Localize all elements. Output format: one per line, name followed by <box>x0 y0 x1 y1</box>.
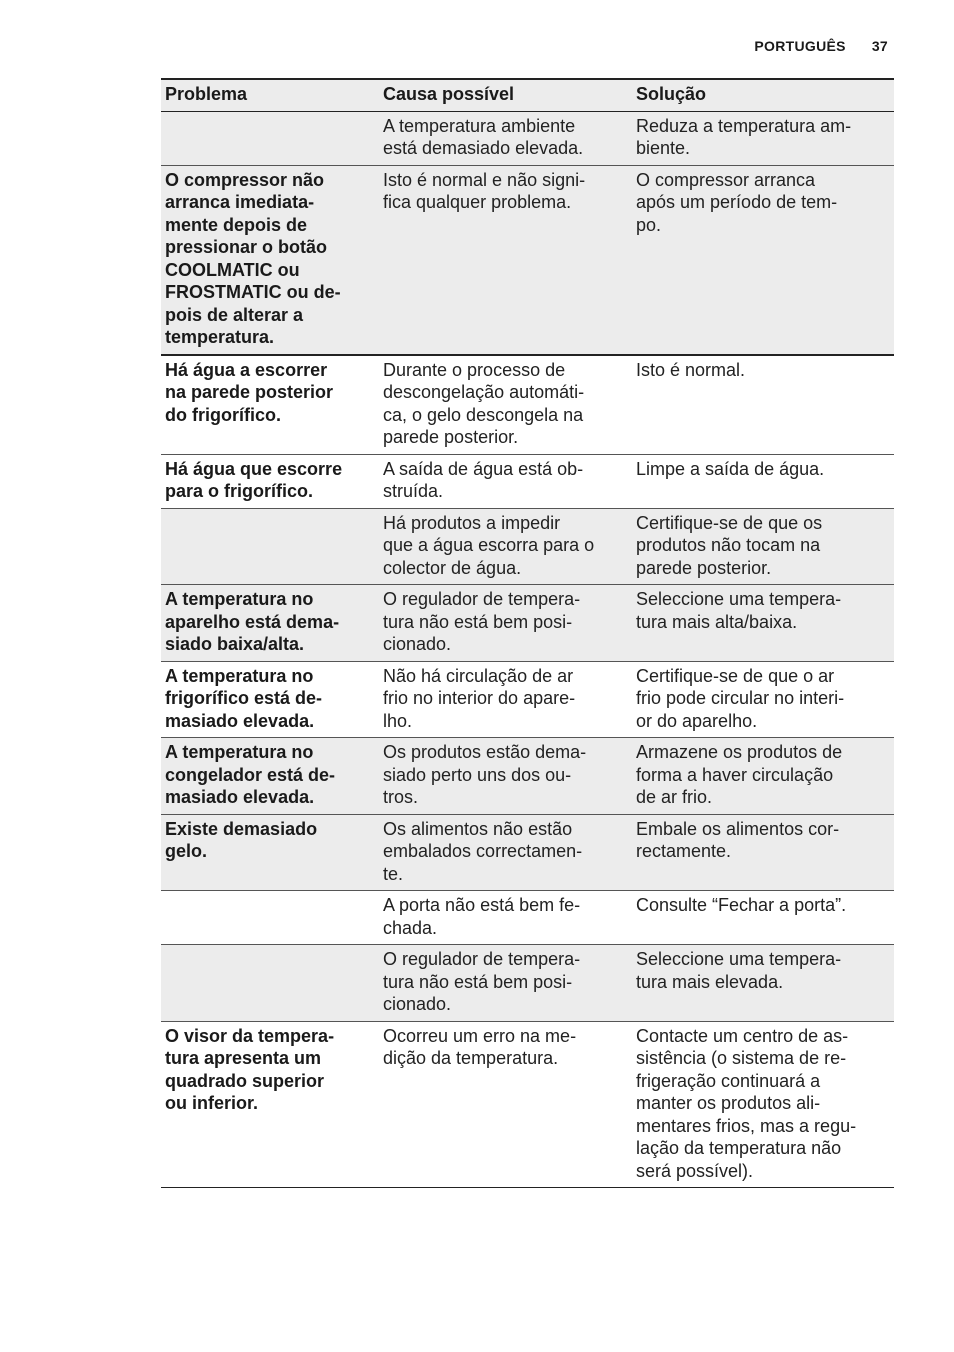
solution-cell <box>632 814 894 891</box>
table-row <box>161 585 894 662</box>
problem-cell <box>161 891 379 945</box>
table-row <box>161 945 894 1022</box>
table-header <box>161 79 894 111</box>
cell-text-line: arranca imediata- <box>165 192 315 212</box>
cell-text-line: parede posterior. <box>636 557 772 578</box>
cell-text-line: siado baixa/alta. <box>165 634 305 654</box>
cell-text-line: fica qualquer problema. <box>383 192 572 212</box>
cell-text-line: COOLMATIC ou <box>165 259 300 280</box>
cause-cell <box>379 891 632 945</box>
cell-text-line: frio pode circular no interi- <box>636 688 845 708</box>
problem-cell <box>161 1021 379 1188</box>
cause-cell <box>379 1021 632 1188</box>
cell-text-line: biente. <box>636 138 691 158</box>
cell-text-line: que a água escorra para o <box>383 535 595 555</box>
cause-cell <box>379 661 632 738</box>
cell-text-line: Há água que escorre <box>165 458 343 479</box>
cause-cell <box>379 355 632 455</box>
cell-text-line: Seleccione uma tempera- <box>636 589 842 609</box>
problem-cell <box>161 738 379 815</box>
cause-cell <box>379 738 632 815</box>
cell-text-line: após um período de tem- <box>636 192 838 212</box>
cause-cell <box>379 165 632 355</box>
problem-cell <box>161 814 379 891</box>
cell-text-line: Limpe a saída de água. <box>636 458 825 479</box>
solution-cell <box>632 661 894 738</box>
cell-text-line: ou inferior. <box>165 1093 259 1113</box>
cell-text-line: tros. <box>383 787 419 807</box>
cell-text-line: Consulte “Fechar a porta”. <box>636 895 847 915</box>
problem-cell <box>161 585 379 662</box>
cell-text-line: manter os produtos ali- <box>636 1093 821 1113</box>
cell-text-line: Os alimentos não estão <box>383 818 573 839</box>
cell-text-line: O regulador de tempera- <box>383 949 581 969</box>
cell-text-line: FROSTMATIC ou de- <box>165 282 341 302</box>
problem-cell <box>161 661 379 738</box>
cell-text-line: tura não está bem posi- <box>383 971 573 992</box>
page-header <box>754 38 888 54</box>
cell-text-line: mente depois de <box>165 214 308 235</box>
table-row <box>161 111 894 165</box>
cell-text-line: Certifique-se de que o ar <box>636 665 835 686</box>
cell-text-line: pois de alterar a <box>165 304 304 325</box>
cell-text-line: Durante o processo de <box>383 359 566 380</box>
cell-text-line: descongelação automáti- <box>383 382 585 402</box>
problem-cell <box>161 454 379 508</box>
solution-cell <box>632 585 894 662</box>
cell-text-line: A temperatura no <box>165 665 314 686</box>
cell-text-line: rectamente. <box>636 841 732 861</box>
cell-text-line: tura mais elevada. <box>636 971 784 992</box>
cell-text-line: Contacte um centro de as- <box>636 1025 849 1046</box>
problem-cell <box>161 111 379 165</box>
table-row <box>161 355 894 455</box>
cell-text-line: aparelho está dema- <box>165 611 340 632</box>
cell-text-line: pressionar o botão <box>165 237 328 257</box>
cell-text-line: Certifique-se de que os <box>636 512 823 533</box>
table-row <box>161 891 894 945</box>
cell-text-line: na parede posterior <box>165 382 334 402</box>
problem-cell <box>161 165 379 355</box>
cell-text-line: tura não está bem posi- <box>383 611 573 632</box>
solution-cell <box>632 111 894 165</box>
cell-text-line: produtos não tocam na <box>636 535 821 555</box>
cell-text-line: A temperatura ambiente <box>383 115 576 136</box>
table-row <box>161 165 894 355</box>
cell-text-line: lação da temperatura não <box>636 1138 842 1158</box>
solution-cell <box>632 1021 894 1188</box>
solution-cell <box>632 454 894 508</box>
cause-cell <box>379 111 632 165</box>
cell-text-line: O compressor não <box>165 169 325 190</box>
problem-cell <box>161 355 379 455</box>
cell-text-line: será possível). <box>636 1160 754 1181</box>
cell-text-line: frio no interior do apare- <box>383 688 576 708</box>
cell-text-line: Existe demasiado <box>165 818 318 839</box>
column-header-problem: Problema <box>165 84 248 104</box>
cell-text-line: lho. <box>383 710 413 731</box>
cell-text-line: po. <box>636 214 662 235</box>
cell-text-line: colector de água. <box>383 557 522 578</box>
cell-text-line: Ocorreu um erro na me- <box>383 1025 577 1046</box>
cell-text-line: masiado elevada. <box>165 710 315 731</box>
table-row <box>161 454 894 508</box>
cell-text-line: de ar frio. <box>636 787 713 807</box>
cell-text-line: Isto é normal. <box>636 359 746 380</box>
cell-text-line: frigeração continuará a <box>636 1070 821 1091</box>
problem-cell <box>161 945 379 1022</box>
cause-cell <box>379 945 632 1022</box>
cell-text-line: Armazene os produtos de <box>636 742 843 762</box>
cell-text-line: do frigorífico. <box>165 404 281 425</box>
cell-text-line: A porta não está bem fe- <box>383 895 581 915</box>
table-row <box>161 738 894 815</box>
cell-text-line: Há água a escorrer <box>165 359 328 380</box>
cell-text-line: para o frigorífico. <box>165 481 314 501</box>
cell-text-line: masiado elevada. <box>165 787 315 807</box>
cell-text-line: struída. <box>383 481 444 501</box>
cell-text-line: siado perto uns dos ou- <box>383 764 572 785</box>
cell-text-line: congelador está de- <box>165 764 336 785</box>
cell-text-line: frigorífico está de- <box>165 688 323 708</box>
cell-text-line: chada. <box>383 917 438 938</box>
solution-cell <box>632 945 894 1022</box>
cell-text-line: forma a haver circulação <box>636 764 834 785</box>
cell-text-line: tura apresenta um <box>165 1048 322 1068</box>
table-row <box>161 814 894 891</box>
table-row <box>161 1021 894 1188</box>
solution-cell <box>632 355 894 455</box>
cell-text-line: gelo. <box>165 841 208 861</box>
cell-text-line: Embale os alimentos cor- <box>636 818 840 839</box>
solution-cell <box>632 165 894 355</box>
table-body <box>161 111 894 1188</box>
page-number: 37 <box>871 38 888 54</box>
cell-text-line: Há produtos a impedir <box>383 512 561 533</box>
cause-cell <box>379 814 632 891</box>
cell-text-line: Reduza a temperatura am- <box>636 115 852 136</box>
cell-text-line: Isto é normal e não signi- <box>383 169 586 190</box>
cell-text-line: embalados correctamen- <box>383 841 583 861</box>
cell-text-line: A saída de água está ob- <box>383 458 584 479</box>
troubleshooting-table <box>161 78 894 1188</box>
cause-cell <box>379 585 632 662</box>
solution-cell <box>632 508 894 585</box>
cell-text-line: A temperatura no <box>165 589 314 609</box>
cell-text-line: ca, o gelo descongela na <box>383 404 584 425</box>
cell-text-line: mentares frios, mas a regu- <box>636 1115 857 1136</box>
cell-text-line: temperatura. <box>165 327 275 347</box>
solution-cell <box>632 738 894 815</box>
cause-cell <box>379 454 632 508</box>
table-row <box>161 661 894 738</box>
column-header-cause: Causa possível <box>383 84 515 104</box>
cell-text-line: O regulador de tempera- <box>383 589 581 609</box>
cell-text-line: A temperatura no <box>165 742 314 762</box>
cell-text-line: está demasiado elevada. <box>383 138 584 158</box>
cell-text-line: parede posterior. <box>383 427 519 447</box>
cell-text-line: O visor da tempera- <box>165 1025 335 1046</box>
cause-cell <box>379 508 632 585</box>
cell-text-line: dição da temperatura. <box>383 1048 559 1068</box>
column-header-solution: Solução <box>636 84 707 104</box>
cell-text-line: quadrado superior <box>165 1070 325 1091</box>
cell-text-line: tura mais alta/baixa. <box>636 611 798 632</box>
cell-text-line: cionado. <box>383 634 452 654</box>
cell-text-line: Não há circulação de ar <box>383 665 574 686</box>
cell-text-line: cionado. <box>383 994 452 1014</box>
cell-text-line: sistência (o sistema de re- <box>636 1048 847 1068</box>
cell-text-line: Os produtos estão dema- <box>383 742 587 762</box>
header-language: PORTUGUÊS <box>754 38 846 54</box>
solution-cell <box>632 891 894 945</box>
table-row <box>161 508 894 585</box>
problem-cell <box>161 508 379 585</box>
cell-text-line: or do aparelho. <box>636 710 758 731</box>
cell-text-line: te. <box>383 863 404 884</box>
cell-text-line: O compressor arranca <box>636 169 816 190</box>
cell-text-line: Seleccione uma tempera- <box>636 949 842 969</box>
